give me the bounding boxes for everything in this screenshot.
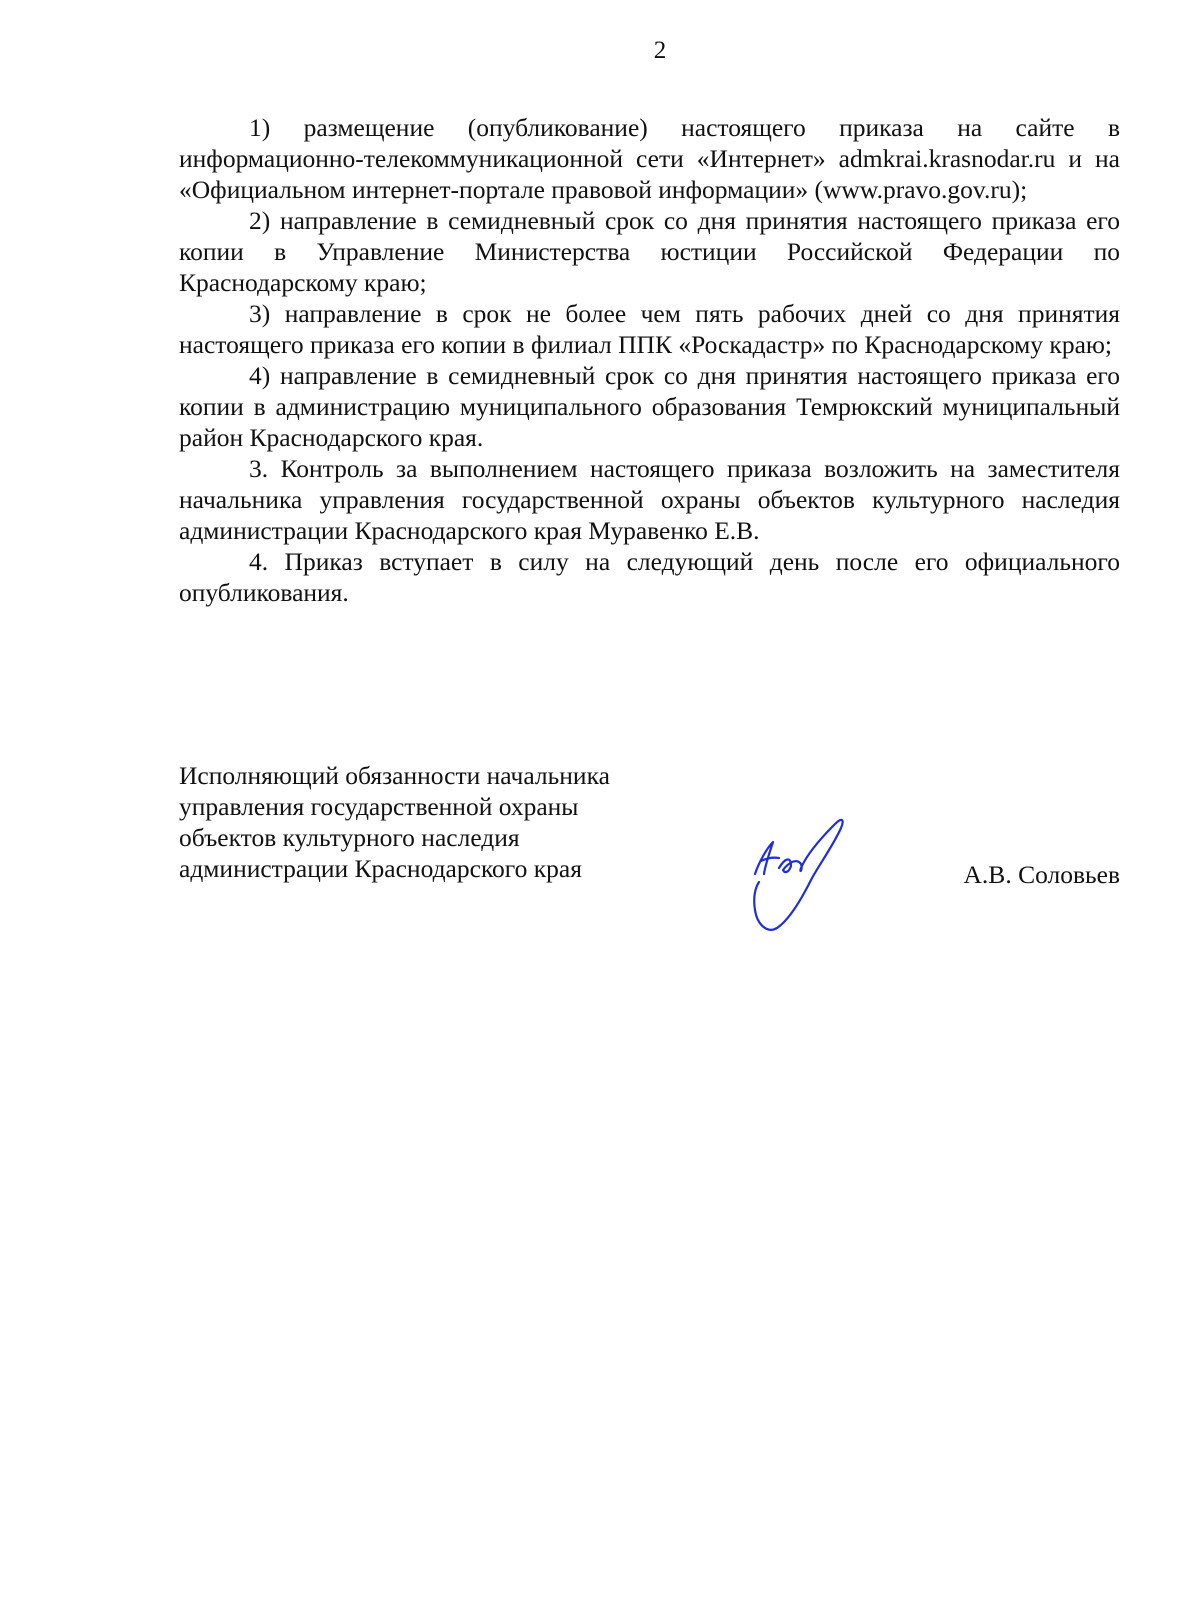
paragraph-item-2-ministry-of-justice: 2) направление в семидневный срок со дня принятия настоящего приказа его копии в Управление Министерства юстиции Российской Федерации по Краснодарскому краю; <box>179 206 1120 297</box>
paragraph-item-3-roskadastr: 3) направление в срок не более чем пять рабочих дней со дня принятия настоящего приказа его копии в филиал ППК «Роскадастр» по Краснодарскому краю; <box>179 299 1120 359</box>
handwritten-signature <box>749 812 859 942</box>
page-number: 2 <box>653 37 667 64</box>
document-body <box>179 112 1120 608</box>
paragraph-clause-3-control: 3. Контроль за выполнением настоящего приказа возложить на заместителя начальника управления государственной охраны объектов культурного наследия администрации Краснодарского края Муравенко Е.В. <box>179 454 1120 545</box>
signer-position <box>179 760 610 884</box>
signer-name: А.В. Соловьев <box>963 860 1120 889</box>
paragraph-clause-4-effective-date: 4. Приказ вступает в силу на следующий день после его официального опубликования. <box>179 547 1120 607</box>
paragraph-item-4-municipal-administration: 4) направление в семидневный срок со дня принятия настоящего приказа его копии в администрацию муниципального образования Темрюкский муниципальный район Краснодарского края. <box>179 361 1120 452</box>
signer-position-line: объектов культурного наследия <box>179 823 520 852</box>
signer-position-line: Исполняющий обязанности начальника <box>179 761 610 790</box>
signer-position-line: администрации Краснодарского края <box>179 854 582 883</box>
signature-block <box>179 760 1120 960</box>
paragraph-item-1-publication: 1) размещение (опубликование) настоящего приказа на сайте в информационно-телекоммуникационной сети «Интернет» admkrai.krasnodar.ru и на «Официальном интернет-портале правовой информации» (www.pravo.gov.ru); <box>179 113 1120 204</box>
signature-stroke <box>754 820 842 930</box>
signer-position-line: управления государственной охраны <box>179 792 579 821</box>
